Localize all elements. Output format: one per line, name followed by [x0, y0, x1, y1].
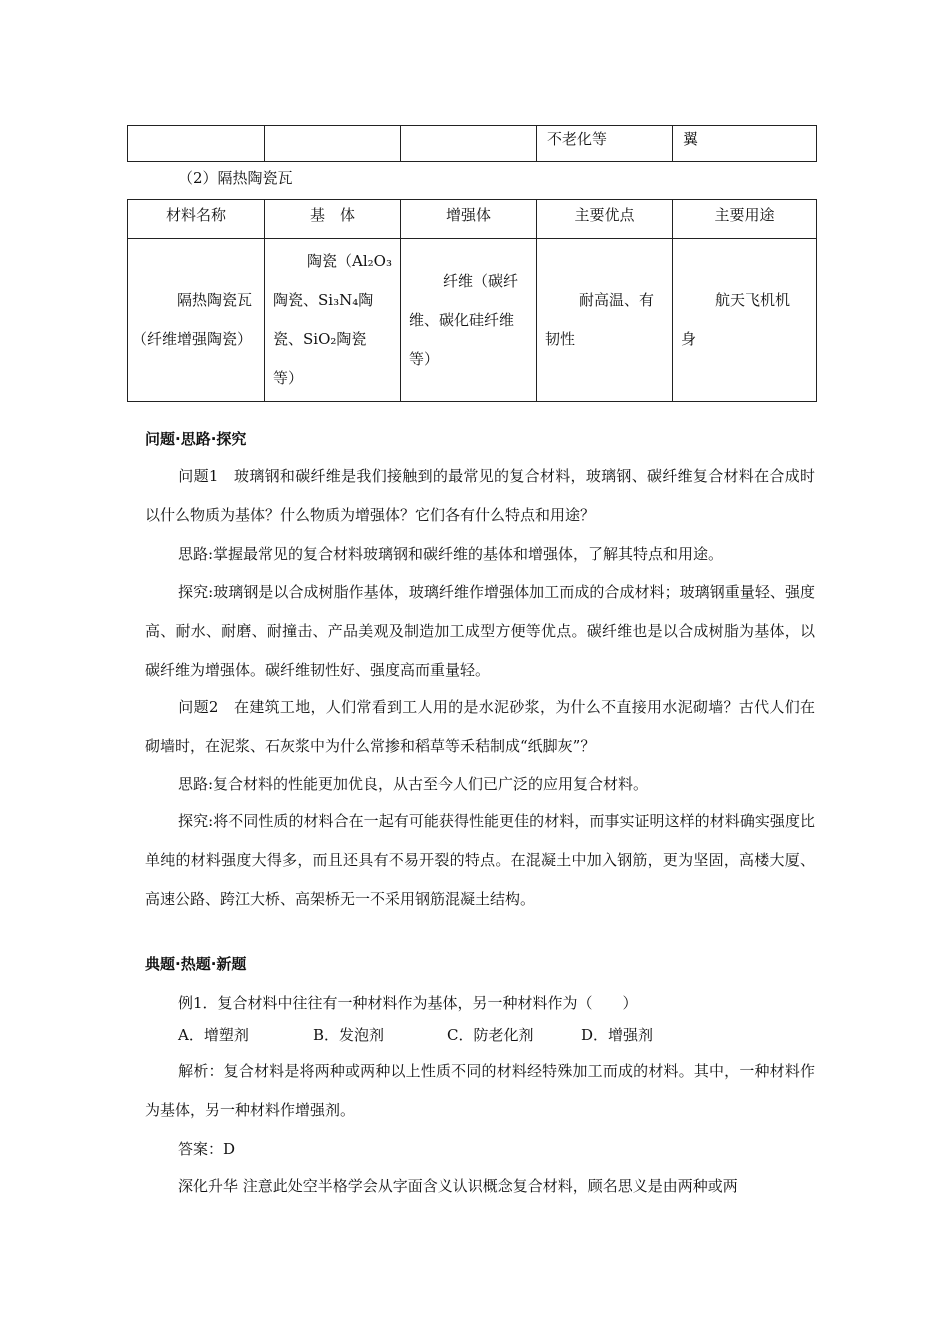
- paragraph-text: 问题1 玻璃钢和碳纤维是我们接触到的最常见的复合材料，玻璃钢、碳纤维复合材料在合成时以什么物质为基体？什么物质为增强体？它们各有什么特点和用途？: [145, 467, 815, 524]
- cell-line: 陶瓷（Al₂O₃: [307, 252, 392, 270]
- cell-line: 耐高温、有: [579, 291, 655, 309]
- cell-line: 陶瓷、Si₃N₄陶: [273, 291, 374, 309]
- cell-line: 纤维（碳纤: [443, 271, 519, 290]
- paragraph-text: 思路:掌握最常见的复合材料玻璃钢和碳纤维的基体和增强体，了解其特点和用途。: [178, 545, 724, 563]
- table-cell: 翼: [673, 126, 817, 162]
- header-cell-enhancer: 增强体: [401, 200, 537, 239]
- paragraph-question-1: [145, 457, 815, 535]
- cell-advantage: [537, 239, 673, 402]
- cell-line: 隔热陶瓷瓦: [176, 291, 252, 309]
- table-cell: [401, 126, 537, 162]
- table-continued: [127, 125, 817, 162]
- header-cell-advantage: 主要优点: [537, 200, 673, 239]
- paragraph-text: 问题2 在建筑工地，人们常看到工人用的是水泥砂浆，为什么不直接用水泥砌墙？古代人们在砌墙时，在泥浆、石灰浆中为什么常掺和稻草等禾秸制成“纸脚灰”？: [145, 698, 815, 755]
- header-cell-name: 材料名称: [128, 200, 265, 239]
- section-title-examples: 典题·热题·新题: [145, 955, 247, 973]
- paragraph-text: 探究:将不同性质的材料合在一起有可能获得性能更佳的材料，而事实证明这样的材料确实强度比单纯的材料强度大得多，而且还具有不易开裂的特点。在混凝土中加入钢筋，更为坚固，高楼大厦、高速公路、跨江大桥、高架桥无一不采用钢筋混凝土结构。: [145, 812, 815, 908]
- cell-use: [673, 239, 817, 402]
- paragraph-thinking-2: [145, 765, 815, 804]
- option-d: D．增强剂: [581, 1026, 654, 1044]
- paragraph-deepen: [145, 1167, 815, 1206]
- option-a: A．增塑剂: [178, 1026, 249, 1044]
- paragraph-text: 解析：复合材料是将两种或两种以上性质不同的材料经特殊加工而成的材料。其中，一种材料作为基体，另一种材料作增强剂。: [145, 1062, 815, 1119]
- paragraph-analysis: [145, 1052, 815, 1130]
- cell-line: 韧性: [545, 330, 576, 348]
- paragraph-text: 答案：D: [178, 1140, 236, 1158]
- cell-material-name: [128, 239, 265, 402]
- cell-line: 等）: [409, 349, 440, 368]
- option-c: C．防老化剂: [447, 1026, 534, 1044]
- cell-enhancer: [401, 239, 537, 402]
- paragraph-question-2: [145, 688, 815, 766]
- option-b: B．发泡剂: [313, 1026, 385, 1044]
- paragraph-thinking-1: [145, 535, 815, 574]
- paragraph-explore-1: [145, 573, 815, 690]
- cell-line: 瓷、SiO₂陶瓷: [273, 330, 367, 348]
- paragraph-explore-2: [145, 802, 815, 919]
- header-cell-use: 主要用途: [673, 200, 817, 239]
- cell-line: 身: [681, 330, 697, 348]
- answer-options: [178, 1024, 653, 1045]
- table-cell: [128, 126, 265, 162]
- paragraph-text: 例1．复合材料中往往有一种材料作为基体，另一种材料作为（ ）: [178, 994, 638, 1012]
- cell-line: 航天飞机机: [715, 291, 791, 309]
- table-row: [128, 126, 817, 162]
- cell-base: [265, 239, 401, 402]
- table-ceramic-tile: [127, 199, 817, 402]
- cell-line: （纤维增强陶瓷）: [131, 330, 252, 348]
- table-header-row: [128, 200, 817, 239]
- table-row: [128, 239, 817, 402]
- table-cell: 不老化等: [537, 126, 673, 162]
- header-cell-base: 基 体: [265, 200, 401, 239]
- subheading-tile: （2）隔热陶瓷瓦: [178, 169, 293, 187]
- paragraph-answer: [145, 1130, 815, 1169]
- paragraph-text: 探究:玻璃钢是以合成树脂作基体，玻璃纤维作增强体加工而成的合成材料；玻璃钢重量轻、强度高、耐水、耐磨、耐撞击、产品美观及制造加工成型方便等优点。碳纤维也是以合成树脂为基体，以碳纤维为增强体。碳纤维韧性好、强度高而重量轻。: [145, 583, 815, 679]
- section-title-questions: 问题·思路·探究: [145, 430, 247, 448]
- table-cell: [265, 126, 401, 162]
- paragraph-example-1: [145, 984, 815, 1023]
- cell-line: 维、碳化硅纤维: [409, 310, 515, 329]
- cell-line: 等）: [273, 369, 304, 387]
- paragraph-text: 深化升华 注意此处空半格学会从字面含义认识概念复合材料，顾名思义是由两种或两: [178, 1177, 738, 1195]
- paragraph-text: 思路:复合材料的性能更加优良，从古至今人们已广泛的应用复合材料。: [178, 775, 649, 793]
